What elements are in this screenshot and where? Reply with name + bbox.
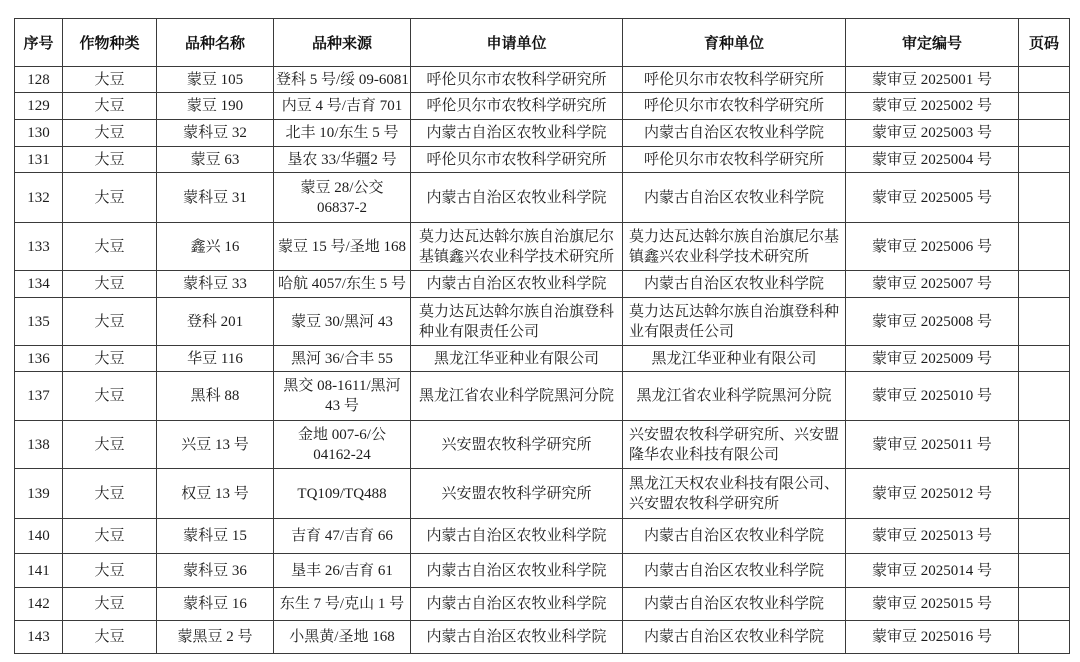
applicant-text: 兴安盟农牧科学研究所	[441, 436, 592, 453]
applicant-text: 莫力达瓦达斡尔族自治旗尼尔 基镇鑫兴农业科学技术研究所	[418, 228, 614, 265]
cell-crop: 大豆	[63, 147, 157, 173]
cell-serial: 138	[15, 421, 63, 469]
cell-source: 蒙豆 30/黑河 43	[274, 298, 411, 346]
cell-serial: 137	[15, 372, 63, 421]
table-row	[15, 469, 1070, 519]
cell-breeder	[623, 93, 846, 120]
breeder-text: 内蒙古自治区农牧业科学院	[643, 528, 824, 544]
table-row	[15, 298, 1070, 346]
table-row	[15, 621, 1070, 654]
cell-serial: 141	[15, 554, 63, 588]
cell-page	[1019, 271, 1070, 298]
cell-page	[1019, 298, 1070, 346]
header-serial: 序号	[15, 19, 63, 67]
cell-applicant	[411, 173, 623, 223]
cell-approval-no: 蒙审豆 2025016 号	[846, 621, 1019, 654]
cell-serial: 128	[15, 67, 63, 93]
cell-applicant	[411, 469, 623, 519]
cell-breeder	[623, 372, 846, 421]
applicant-text: 莫力达瓦达斡尔族自治旗登科 种业有限责任公司	[418, 303, 614, 340]
cell-approval-no: 蒙审豆 2025013 号	[846, 519, 1019, 554]
cell-breeder	[623, 271, 846, 298]
breeder-text: 内蒙古自治区农牧业科学院	[643, 596, 824, 612]
cell-approval-no: 蒙审豆 2025004 号	[846, 147, 1019, 173]
breeder-text: 莫力达瓦达斡尔族自治旗尼尔基 镇鑫兴农业科学技术研究所	[628, 228, 839, 265]
breeder-text: 内蒙古自治区农牧业科学院	[643, 562, 824, 579]
cell-variety: 蒙科豆 31	[157, 173, 274, 223]
cell-serial: 130	[15, 120, 63, 147]
cell-variety: 权豆 13 号	[157, 469, 274, 519]
cell-approval-no: 蒙审豆 2025008 号	[846, 298, 1019, 346]
table-row	[15, 147, 1070, 173]
cell-serial: 140	[15, 519, 63, 554]
cell-crop: 大豆	[63, 372, 157, 421]
cell-variety: 兴豆 13 号	[157, 421, 274, 469]
cell-variety: 黑科 88	[157, 372, 274, 421]
cell-page	[1019, 346, 1070, 372]
header-applicant: 申请单位	[411, 19, 623, 67]
cell-variety: 登科 201	[157, 298, 274, 346]
cell-variety: 蒙科豆 33	[157, 271, 274, 298]
cell-page	[1019, 173, 1070, 223]
cell-applicant	[411, 372, 623, 421]
cell-source: 金地 007-6/公 04162-24	[274, 421, 411, 469]
cell-variety: 蒙科豆 16	[157, 588, 274, 621]
cell-breeder	[623, 173, 846, 223]
cell-approval-no: 蒙审豆 2025003 号	[846, 120, 1019, 147]
cell-applicant	[411, 621, 623, 654]
table-row	[15, 120, 1070, 147]
applicant-text: 内蒙古自治区农牧业科学院	[426, 528, 607, 544]
table-row	[15, 93, 1070, 120]
table-row	[15, 346, 1070, 372]
cell-variety: 鑫兴 16	[157, 223, 274, 271]
cell-breeder	[623, 120, 846, 147]
breeder-text: 内蒙古自治区农牧业科学院	[643, 125, 824, 141]
breeder-text: 莫力达瓦达斡尔族自治旗登科种 业有限责任公司	[628, 303, 839, 340]
cell-breeder	[623, 554, 846, 588]
cell-applicant	[411, 519, 623, 554]
cell-applicant	[411, 298, 623, 346]
cell-approval-no: 蒙审豆 2025007 号	[846, 271, 1019, 298]
cell-serial: 131	[15, 147, 63, 173]
header-variety: 品种名称	[157, 19, 274, 67]
cell-approval-no: 蒙审豆 2025015 号	[846, 588, 1019, 621]
header-crop: 作物种类	[63, 19, 157, 67]
table-row	[15, 67, 1070, 93]
cell-crop: 大豆	[63, 120, 157, 147]
cell-crop: 大豆	[63, 298, 157, 346]
cell-applicant	[411, 147, 623, 173]
cell-crop: 大豆	[63, 271, 157, 298]
breeder-text: 内蒙古自治区农牧业科学院	[643, 276, 824, 292]
applicant-text: 内蒙古自治区农牧业科学院	[426, 276, 607, 292]
applicant-text: 内蒙古自治区农牧业科学院	[426, 629, 607, 645]
cell-source: 蒙豆 15 号/圣地 168	[274, 223, 411, 271]
cell-crop: 大豆	[63, 93, 157, 120]
cell-source: 小黑黄/圣地 168	[274, 621, 411, 654]
applicant-text: 呼伦贝尔市农牧科学研究所	[426, 98, 607, 114]
cell-page	[1019, 469, 1070, 519]
cell-approval-no: 蒙审豆 2025006 号	[846, 223, 1019, 271]
cell-crop: 大豆	[63, 588, 157, 621]
cell-source: 哈航 4057/东生 5 号	[274, 271, 411, 298]
cell-applicant	[411, 588, 623, 621]
cell-source: 黑河 36/合丰 55	[274, 346, 411, 372]
cell-approval-no: 蒙审豆 2025014 号	[846, 554, 1019, 588]
cell-applicant	[411, 120, 623, 147]
cell-breeder	[623, 223, 846, 271]
applicant-text: 黑龙江华亚种业有限公司	[433, 350, 599, 367]
cell-approval-no: 蒙审豆 2025012 号	[846, 469, 1019, 519]
cell-applicant	[411, 93, 623, 120]
table-row	[15, 223, 1070, 271]
table-row	[15, 588, 1070, 621]
cell-crop: 大豆	[63, 554, 157, 588]
breeder-text: 黑龙江华亚种业有限公司	[651, 350, 817, 367]
cell-variety: 蒙科豆 36	[157, 554, 274, 588]
table-row	[15, 271, 1070, 298]
applicant-text: 内蒙古自治区农牧业科学院	[426, 125, 607, 141]
cell-applicant	[411, 67, 623, 93]
cell-breeder	[623, 469, 846, 519]
cell-source: 登科 5 号/绥 09-6081	[274, 67, 411, 93]
cell-applicant	[411, 346, 623, 372]
cell-applicant	[411, 223, 623, 271]
cell-page	[1019, 372, 1070, 421]
breeder-text: 呼伦贝尔市农牧科学研究所	[643, 71, 824, 88]
cell-serial: 136	[15, 346, 63, 372]
cell-source: 蒙豆 28/公交 06837-2	[274, 173, 411, 223]
breeder-text: 兴安盟农牧科学研究所、兴安盟 隆华农业科技有限公司	[628, 426, 839, 463]
cell-page	[1019, 67, 1070, 93]
header-source: 品种来源	[274, 19, 411, 67]
cell-crop: 大豆	[63, 469, 157, 519]
cell-serial: 132	[15, 173, 63, 223]
cell-breeder	[623, 588, 846, 621]
cell-source: 北丰 10/东生 5 号	[274, 120, 411, 147]
table-row	[15, 372, 1070, 421]
cell-page	[1019, 588, 1070, 621]
cell-source: 垦农 33/华疆2 号	[274, 147, 411, 173]
applicant-text: 内蒙古自治区农牧业科学院	[426, 562, 607, 579]
breeder-text: 内蒙古自治区农牧业科学院	[643, 629, 824, 645]
cell-page	[1019, 120, 1070, 147]
applicant-text: 内蒙古自治区农牧业科学院	[426, 596, 607, 612]
header-breeder: 育种单位	[623, 19, 846, 67]
cell-source: 东生 7 号/克山 1 号	[274, 588, 411, 621]
cell-page	[1019, 554, 1070, 588]
cell-page	[1019, 147, 1070, 173]
cell-breeder	[623, 346, 846, 372]
cell-source: 吉育 47/吉育 66	[274, 519, 411, 554]
breeder-text: 内蒙古自治区农牧业科学院	[643, 189, 824, 206]
table-row	[15, 173, 1070, 223]
cell-serial: 129	[15, 93, 63, 120]
cell-applicant	[411, 271, 623, 298]
cell-crop: 大豆	[63, 519, 157, 554]
cell-breeder	[623, 67, 846, 93]
table-row	[15, 421, 1070, 469]
cell-page	[1019, 421, 1070, 469]
cell-variety: 蒙豆 63	[157, 147, 274, 173]
cell-serial: 139	[15, 469, 63, 519]
cell-variety: 蒙黑豆 2 号	[157, 621, 274, 654]
cell-page	[1019, 223, 1070, 271]
cell-breeder	[623, 147, 846, 173]
cell-crop: 大豆	[63, 346, 157, 372]
cell-source: 垦丰 26/吉育 61	[274, 554, 411, 588]
breeder-text: 呼伦贝尔市农牧科学研究所	[643, 98, 824, 114]
applicant-text: 黑龙江省农业科学院黑河分院	[418, 388, 614, 404]
cell-applicant	[411, 554, 623, 588]
header-page: 页码	[1019, 19, 1070, 67]
cell-variety: 华豆 116	[157, 346, 274, 372]
cell-variety: 蒙豆 105	[157, 67, 274, 93]
variety-approval-table	[14, 18, 1070, 654]
cell-approval-no: 蒙审豆 2025005 号	[846, 173, 1019, 223]
cell-approval-no: 蒙审豆 2025002 号	[846, 93, 1019, 120]
cell-breeder	[623, 421, 846, 469]
cell-serial: 135	[15, 298, 63, 346]
cell-applicant	[411, 421, 623, 469]
cell-approval-no: 蒙审豆 2025001 号	[846, 67, 1019, 93]
applicant-text: 内蒙古自治区农牧业科学院	[426, 189, 607, 206]
cell-source: TQ109/TQ488	[274, 469, 411, 519]
cell-page	[1019, 93, 1070, 120]
cell-source: 黑交 08-1611/黑河 43 号	[274, 372, 411, 421]
cell-crop: 大豆	[63, 621, 157, 654]
header-row	[15, 19, 1070, 67]
table-row	[15, 519, 1070, 554]
cell-serial: 142	[15, 588, 63, 621]
applicant-text: 呼伦贝尔市农牧科学研究所	[426, 71, 607, 88]
cell-variety: 蒙科豆 32	[157, 120, 274, 147]
cell-serial: 143	[15, 621, 63, 654]
cell-breeder	[623, 298, 846, 346]
cell-page	[1019, 621, 1070, 654]
cell-serial: 133	[15, 223, 63, 271]
cell-approval-no: 蒙审豆 2025009 号	[846, 346, 1019, 372]
cell-variety: 蒙豆 190	[157, 93, 274, 120]
cell-page	[1019, 519, 1070, 554]
applicant-text: 呼伦贝尔市农牧科学研究所	[426, 151, 607, 168]
cell-breeder	[623, 519, 846, 554]
cell-source: 内豆 4 号/吉育 701	[274, 93, 411, 120]
cell-approval-no: 蒙审豆 2025011 号	[846, 421, 1019, 469]
cell-crop: 大豆	[63, 421, 157, 469]
cell-crop: 大豆	[63, 223, 157, 271]
cell-variety: 蒙科豆 15	[157, 519, 274, 554]
breeder-text: 黑龙江省农业科学院黑河分院	[636, 388, 832, 404]
cell-crop: 大豆	[63, 67, 157, 93]
cell-serial: 134	[15, 271, 63, 298]
cell-breeder	[623, 621, 846, 654]
breeder-text: 黑龙江天权农业科技有限公司、 兴安盟农牧科学研究所	[628, 475, 839, 512]
cell-approval-no: 蒙审豆 2025010 号	[846, 372, 1019, 421]
applicant-text: 兴安盟农牧科学研究所	[441, 485, 592, 502]
cell-crop: 大豆	[63, 173, 157, 223]
header-approval-no: 审定编号	[846, 19, 1019, 67]
table-row	[15, 554, 1070, 588]
breeder-text: 呼伦贝尔市农牧科学研究所	[643, 151, 824, 168]
